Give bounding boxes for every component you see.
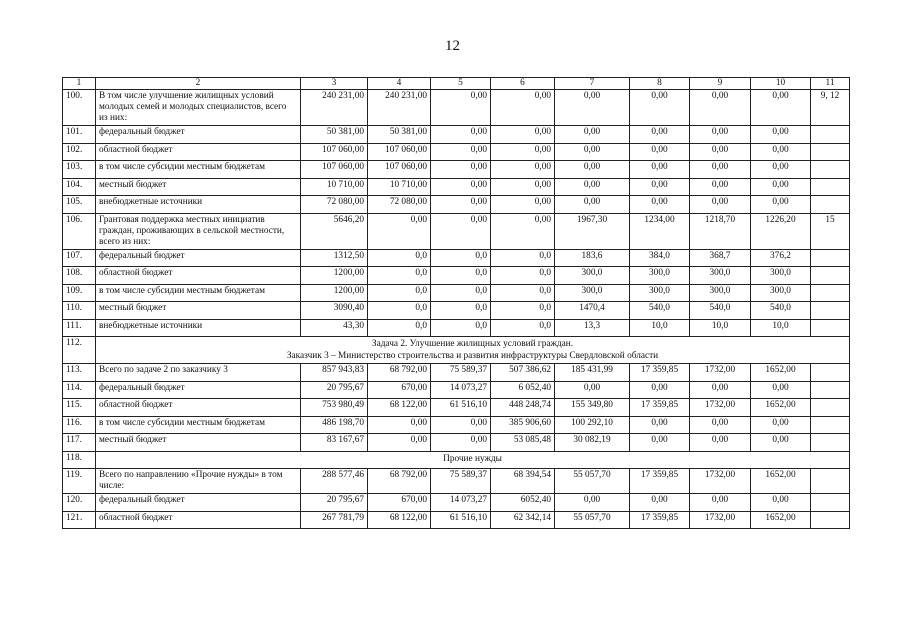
value-cell: 0,00 (751, 90, 811, 126)
note-cell (811, 511, 850, 529)
note-cell (811, 399, 850, 417)
table-row (63, 267, 850, 285)
value-cell: 0,0 (431, 302, 491, 320)
note-cell (811, 143, 850, 161)
row-label: местный бюджет (96, 434, 301, 452)
row-label: внебюджетные источники (96, 196, 301, 214)
value-cell: 0,00 (491, 90, 555, 126)
table-row (63, 469, 850, 494)
value-cell: 240 231,00 (301, 90, 368, 126)
table-row (63, 213, 850, 249)
column-header: 7 (555, 78, 630, 90)
value-cell: 0,00 (630, 494, 690, 512)
value-cell: 0,00 (630, 126, 690, 144)
column-header: 5 (431, 78, 491, 90)
value-cell: 0,00 (690, 196, 751, 214)
note-cell (811, 284, 850, 302)
table-row (63, 126, 850, 144)
note-cell: 15 (811, 213, 850, 249)
value-cell: 50 381,00 (368, 126, 431, 144)
column-header: 8 (630, 78, 690, 90)
value-cell: 385 906,60 (491, 416, 555, 434)
value-cell: 75 589,37 (431, 364, 491, 382)
section-heading-line: Задача 2. Улучшение жилищных условий граждан. (371, 339, 574, 349)
row-number: 116. (63, 416, 96, 434)
value-cell: 0,00 (690, 416, 751, 434)
value-cell: 300,0 (630, 267, 690, 285)
note-cell (811, 381, 850, 399)
value-cell: 0,00 (431, 143, 491, 161)
value-cell: 75 589,37 (431, 469, 491, 494)
value-cell: 0,00 (555, 143, 630, 161)
value-cell: 1226,20 (751, 213, 811, 249)
value-cell: 0,00 (368, 434, 431, 452)
value-cell: 0,0 (431, 249, 491, 267)
row-number: 117. (63, 434, 96, 452)
value-cell: 300,0 (751, 267, 811, 285)
value-cell: 0,0 (368, 302, 431, 320)
value-cell: 0,00 (431, 434, 491, 452)
value-cell: 0,00 (690, 126, 751, 144)
column-header: 3 (301, 78, 368, 90)
value-cell: 540,0 (630, 302, 690, 320)
value-cell: 540,0 (751, 302, 811, 320)
value-cell: 1732,00 (690, 511, 751, 529)
value-cell: 0,00 (491, 213, 555, 249)
value-cell: 1652,00 (751, 511, 811, 529)
value-cell: 0,00 (431, 178, 491, 196)
column-header: 2 (96, 78, 301, 90)
value-cell: 0,00 (491, 126, 555, 144)
value-cell: 0,00 (555, 196, 630, 214)
value-cell: 0,00 (751, 434, 811, 452)
value-cell: 83 167,67 (301, 434, 368, 452)
value-cell: 10,0 (751, 319, 811, 337)
value-cell: 3090,40 (301, 302, 368, 320)
value-cell: 0,00 (431, 196, 491, 214)
row-number: 115. (63, 399, 96, 417)
value-cell: 0,0 (431, 284, 491, 302)
value-cell: 61 516,10 (431, 399, 491, 417)
row-label: Всего по задаче 2 по заказчику 3 (96, 364, 301, 382)
value-cell: 384,0 (630, 249, 690, 267)
value-cell: 0,0 (431, 267, 491, 285)
table-row (63, 178, 850, 196)
value-cell: 61 516,10 (431, 511, 491, 529)
row-label: в том числе субсидии местным бюджетам (96, 416, 301, 434)
table-row (63, 196, 850, 214)
value-cell: 1218,70 (690, 213, 751, 249)
row-label: федеральный бюджет (96, 126, 301, 144)
value-cell: 107 060,00 (301, 143, 368, 161)
value-cell: 300,0 (555, 267, 630, 285)
value-cell: 0,00 (368, 213, 431, 249)
value-cell: 0,00 (751, 178, 811, 196)
table-body (63, 78, 850, 529)
note-cell (811, 302, 850, 320)
value-cell: 753 980,49 (301, 399, 368, 417)
table-row (63, 451, 850, 469)
value-cell: 0,0 (491, 267, 555, 285)
value-cell: 0,00 (690, 178, 751, 196)
row-number: 120. (63, 494, 96, 512)
value-cell: 72 080,00 (368, 196, 431, 214)
row-number: 100. (63, 90, 96, 126)
value-cell: 0,00 (751, 161, 811, 179)
value-cell: 20 795,67 (301, 381, 368, 399)
value-cell: 0,0 (491, 302, 555, 320)
row-label: местный бюджет (96, 302, 301, 320)
row-label: федеральный бюджет (96, 381, 301, 399)
value-cell: 50 381,00 (301, 126, 368, 144)
row-number: 110. (63, 302, 96, 320)
value-cell: 670,00 (368, 381, 431, 399)
row-number: 103. (63, 161, 96, 179)
value-cell: 0,00 (751, 416, 811, 434)
value-cell: 0,00 (630, 196, 690, 214)
value-cell: 68 792,00 (368, 469, 431, 494)
table-row (63, 249, 850, 267)
column-header: 4 (368, 78, 431, 90)
value-cell: 1652,00 (751, 399, 811, 417)
value-cell: 53 085,48 (491, 434, 555, 452)
row-number: 113. (63, 364, 96, 382)
value-cell: 300,0 (690, 267, 751, 285)
value-cell: 0,00 (491, 161, 555, 179)
value-cell: 0,00 (368, 416, 431, 434)
value-cell: 55 057,70 (555, 511, 630, 529)
value-cell: 10 710,00 (368, 178, 431, 196)
table-row (63, 337, 850, 364)
value-cell: 0,00 (690, 143, 751, 161)
value-cell: 1312,50 (301, 249, 368, 267)
row-number: 106. (63, 213, 96, 249)
row-number: 119. (63, 469, 96, 494)
value-cell: 300,0 (751, 284, 811, 302)
value-cell: 107 060,00 (301, 161, 368, 179)
value-cell: 6052,40 (491, 494, 555, 512)
section-heading (96, 451, 850, 469)
value-cell: 0,00 (431, 90, 491, 126)
value-cell: 0,00 (491, 178, 555, 196)
value-cell: 0,00 (555, 90, 630, 126)
value-cell: 10 710,00 (301, 178, 368, 196)
value-cell: 240 231,00 (368, 90, 431, 126)
value-cell: 0,00 (751, 126, 811, 144)
note-cell (811, 416, 850, 434)
value-cell: 17 359,85 (630, 469, 690, 494)
value-cell: 10,0 (690, 319, 751, 337)
column-header: 1 (63, 78, 96, 90)
note-cell (811, 126, 850, 144)
row-label: областной бюджет (96, 511, 301, 529)
value-cell: 17 359,85 (630, 364, 690, 382)
value-cell: 68 394,54 (491, 469, 555, 494)
value-cell: 0,00 (630, 416, 690, 434)
table-row (63, 161, 850, 179)
row-label: федеральный бюджет (96, 249, 301, 267)
value-cell: 1200,00 (301, 267, 368, 285)
row-label: Грантовая поддержка местных инициатив граждан, проживающих в сельской местности, всего из них: (96, 213, 301, 249)
value-cell: 5646,20 (301, 213, 368, 249)
table-row (63, 143, 850, 161)
value-cell: 1234,00 (630, 213, 690, 249)
budget-table (62, 77, 850, 529)
value-cell: 0,00 (431, 213, 491, 249)
note-cell (811, 469, 850, 494)
value-cell: 0,00 (630, 381, 690, 399)
table-row (63, 511, 850, 529)
value-cell: 1732,00 (690, 399, 751, 417)
note-cell (811, 178, 850, 196)
row-number: 112. (63, 337, 96, 364)
row-label: областной бюджет (96, 143, 301, 161)
value-cell: 0,0 (368, 319, 431, 337)
value-cell: 43,30 (301, 319, 368, 337)
note-cell (811, 161, 850, 179)
value-cell: 0,0 (491, 249, 555, 267)
value-cell: 55 057,70 (555, 469, 630, 494)
column-header: 6 (491, 78, 555, 90)
section-heading-line: Заказчик 3 – Министерство строительства и развития инфраструктуры Свердловской области (286, 351, 659, 361)
value-cell: 0,00 (431, 126, 491, 144)
value-cell: 155 349,80 (555, 399, 630, 417)
value-cell: 17 359,85 (630, 511, 690, 529)
value-cell: 10,0 (630, 319, 690, 337)
note-cell: 9, 12 (811, 90, 850, 126)
value-cell: 1652,00 (751, 364, 811, 382)
row-label: областной бюджет (96, 267, 301, 285)
value-cell: 1967,30 (555, 213, 630, 249)
column-header: 9 (690, 78, 751, 90)
value-cell: 0,00 (555, 381, 630, 399)
value-cell: 1652,00 (751, 469, 811, 494)
row-label: местный бюджет (96, 178, 301, 196)
value-cell: 0,00 (555, 126, 630, 144)
value-cell: 300,0 (690, 284, 751, 302)
value-cell: 0,00 (491, 196, 555, 214)
value-cell: 0,00 (630, 143, 690, 161)
table-row (63, 381, 850, 399)
value-cell: 267 781,79 (301, 511, 368, 529)
value-cell: 670,00 (368, 494, 431, 512)
value-cell: 288 577,46 (301, 469, 368, 494)
row-label: В том числе улучшение жилищных условий молодых семей и молодых специалистов, всего из них: (96, 90, 301, 126)
row-number: 107. (63, 249, 96, 267)
table-row (63, 494, 850, 512)
row-label: внебюджетные источники (96, 319, 301, 337)
value-cell: 0,0 (491, 284, 555, 302)
row-number: 111. (63, 319, 96, 337)
value-cell: 17 359,85 (630, 399, 690, 417)
note-cell (811, 494, 850, 512)
table-row (63, 284, 850, 302)
value-cell: 0,00 (690, 381, 751, 399)
value-cell: 1732,00 (690, 364, 751, 382)
value-cell: 107 060,00 (368, 161, 431, 179)
value-cell: 0,00 (751, 196, 811, 214)
table-row (63, 302, 850, 320)
value-cell: 0,00 (751, 143, 811, 161)
table-row (63, 434, 850, 452)
value-cell: 6 052,40 (491, 381, 555, 399)
row-number: 108. (63, 267, 96, 285)
value-cell: 0,00 (630, 178, 690, 196)
note-cell (811, 319, 850, 337)
row-number: 101. (63, 126, 96, 144)
row-number: 121. (63, 511, 96, 529)
value-cell: 368,7 (690, 249, 751, 267)
section-heading (96, 337, 850, 364)
value-cell: 448 248,74 (491, 399, 555, 417)
table-row (63, 399, 850, 417)
value-cell: 1732,00 (690, 469, 751, 494)
value-cell: 0,00 (431, 416, 491, 434)
value-cell: 30 082,19 (555, 434, 630, 452)
value-cell: 300,0 (630, 284, 690, 302)
value-cell: 857 943,83 (301, 364, 368, 382)
value-cell: 183,6 (555, 249, 630, 267)
page-number: 12 (445, 38, 460, 54)
value-cell: 0,00 (431, 161, 491, 179)
section-heading-line: Прочие нужды (443, 453, 502, 464)
value-cell: 540,0 (690, 302, 751, 320)
value-cell: 0,0 (368, 284, 431, 302)
note-cell (811, 249, 850, 267)
row-number: 104. (63, 178, 96, 196)
table-row (63, 319, 850, 337)
row-label: областной бюджет (96, 399, 301, 417)
value-cell: 0,0 (491, 319, 555, 337)
note-cell (811, 196, 850, 214)
value-cell: 0,00 (630, 161, 690, 179)
row-label: федеральный бюджет (96, 494, 301, 512)
value-cell: 68 122,00 (368, 511, 431, 529)
row-label: в том числе субсидии местным бюджетам (96, 284, 301, 302)
value-cell: 62 342,14 (491, 511, 555, 529)
value-cell: 0,0 (431, 319, 491, 337)
row-number: 109. (63, 284, 96, 302)
row-label: в том числе субсидии местным бюджетам (96, 161, 301, 179)
value-cell: 507 386,62 (491, 364, 555, 382)
value-cell: 0,00 (555, 494, 630, 512)
note-cell (811, 364, 850, 382)
row-label: Всего по направлению «Прочие нужды» в том числе: (96, 469, 301, 494)
value-cell: 0,00 (690, 494, 751, 512)
column-header: 11 (811, 78, 850, 90)
value-cell: 107 060,00 (368, 143, 431, 161)
value-cell: 0,0 (368, 249, 431, 267)
value-cell: 14 073,27 (431, 494, 491, 512)
value-cell: 0,0 (368, 267, 431, 285)
value-cell: 1470,4 (555, 302, 630, 320)
value-cell: 0,00 (630, 90, 690, 126)
row-number: 118. (63, 451, 96, 469)
value-cell: 72 080,00 (301, 196, 368, 214)
value-cell: 0,00 (630, 434, 690, 452)
value-cell: 0,00 (690, 161, 751, 179)
value-cell: 1200,00 (301, 284, 368, 302)
table-row (63, 90, 850, 126)
value-cell: 13,3 (555, 319, 630, 337)
value-cell: 0,00 (751, 381, 811, 399)
table-row (63, 416, 850, 434)
value-cell: 68 122,00 (368, 399, 431, 417)
value-cell: 185 431,99 (555, 364, 630, 382)
row-number: 102. (63, 143, 96, 161)
value-cell: 20 795,67 (301, 494, 368, 512)
column-header: 10 (751, 78, 811, 90)
row-number: 105. (63, 196, 96, 214)
value-cell: 14 073,27 (431, 381, 491, 399)
value-cell: 0,00 (491, 143, 555, 161)
value-cell: 0,00 (555, 178, 630, 196)
value-cell: 0,00 (555, 161, 630, 179)
value-cell: 486 198,70 (301, 416, 368, 434)
table-row (63, 364, 850, 382)
value-cell: 0,00 (751, 494, 811, 512)
value-cell: 68 792,00 (368, 364, 431, 382)
value-cell: 0,00 (690, 434, 751, 452)
value-cell: 300,0 (555, 284, 630, 302)
value-cell: 100 292,10 (555, 416, 630, 434)
value-cell: 0,00 (690, 90, 751, 126)
note-cell (811, 434, 850, 452)
note-cell (811, 267, 850, 285)
row-number: 114. (63, 381, 96, 399)
value-cell: 376,2 (751, 249, 811, 267)
header-row (63, 78, 850, 90)
